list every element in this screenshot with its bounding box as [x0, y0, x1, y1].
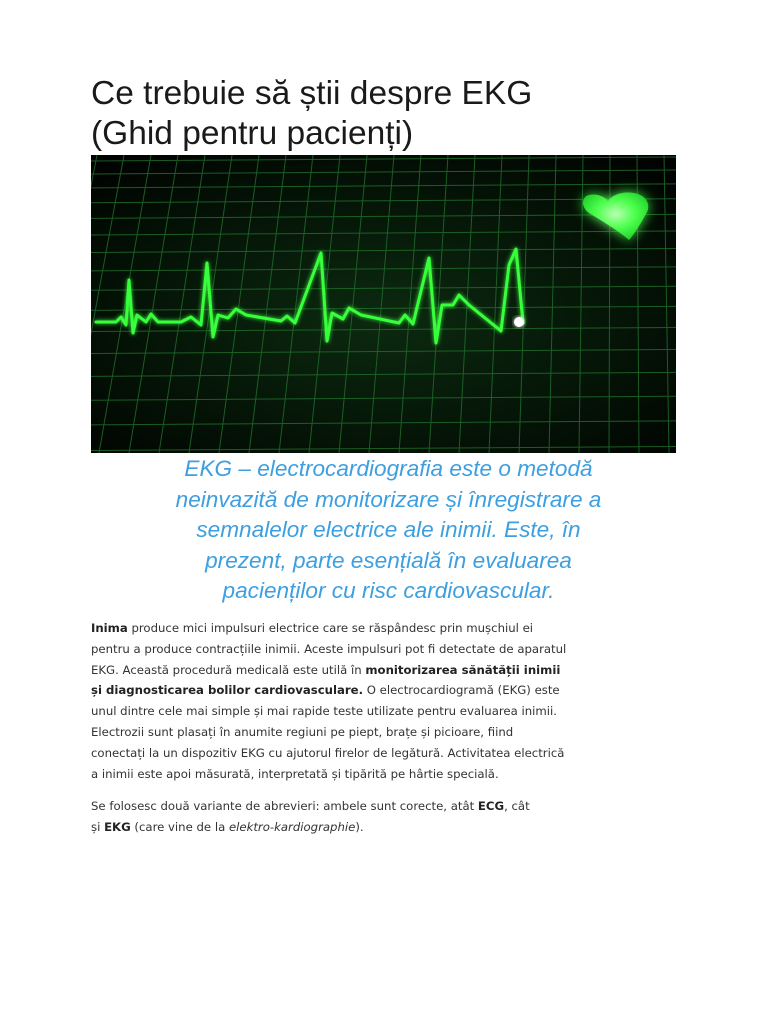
p1-line-6: Electrozii sunt plasați în anumite regiuni pe piept, brațe și picioare, fiind [91, 724, 514, 739]
p1-line-7: conectați la un dispozitiv EKG cu ajutorul firelor de legătură. Activitatea electrică [91, 745, 565, 760]
p1-line-4 [91, 680, 691, 701]
lead-paragraph [91, 454, 686, 607]
p2-line-2 [91, 817, 691, 838]
p2-line-2-start: și [91, 819, 105, 834]
p2-line-2-mid: (care vine de la [130, 819, 229, 834]
p1-line-4-text: O electrocardiogramă (EKG) este [363, 683, 560, 698]
lead-line-3: semnalelor electrice ale inimii. Este, în [196, 517, 581, 542]
trace-cursor-dot [514, 317, 524, 327]
body-paragraph-1 [91, 618, 691, 784]
p2-line-1-end: , cât [504, 799, 530, 813]
p2-line-1 [91, 796, 691, 817]
p2-line-2-end: ). [355, 819, 364, 834]
lead-line-2: neinvazită de monitorizare și înregistrare a [175, 486, 602, 512]
lead-line-1: EKG – electrocardiografia este o metodă [184, 456, 593, 481]
page-title [91, 74, 711, 154]
bold-phrase-monitorizarea: monitorizarea sănătății inimii [365, 662, 561, 677]
p1-line-5: unul dintre cele mai simple și mai rapide teste utilizate pentru evaluarea inimii. [91, 704, 557, 719]
bold-phrase-diagnosticarea: și diagnosticarea bolilor cardiovasculare. [91, 683, 364, 698]
p1-line-3 [91, 660, 691, 681]
ecg-monitor-graphic [91, 155, 676, 453]
lead-line-5: pacienților cu risc cardiovascular. [222, 578, 555, 603]
bold-term-ekg: EKG [104, 819, 131, 834]
lead-line-4: prezent, parte esențială în evaluarea [205, 547, 572, 573]
title-line-1: Ce trebuie să știi despre EKG [91, 75, 533, 112]
p1-line-1-text: produce mici impulsuri electrice care se răspândesc prin mușchiul ei [127, 621, 534, 635]
italic-term-elektro-kardiographie: elektro-kardiographie [228, 819, 356, 834]
p1-line-2: pentru a produce contracțiile inimii. Aceste impulsuri pot fi detectate de aparatul [91, 641, 567, 656]
p1-line-3-text: EKG. Această procedură medicală este utilă în [91, 662, 366, 677]
title-line-2: (Ghid pentru pacienți) [91, 115, 414, 152]
body-paragraph-2 [91, 796, 691, 838]
ecg-monitor-image [91, 155, 676, 453]
bold-term-inima: Inima [91, 621, 128, 635]
bold-term-ecg: ECG [477, 799, 505, 813]
p1-line-8: a inimii este apoi măsurată, interpretată și tipărită pe hârtie specială. [91, 766, 499, 781]
p2-line-1-text: Se folosesc două variante de abrevieri: ambele sunt corecte, atât [91, 799, 478, 813]
p1-line-1 [91, 618, 691, 639]
